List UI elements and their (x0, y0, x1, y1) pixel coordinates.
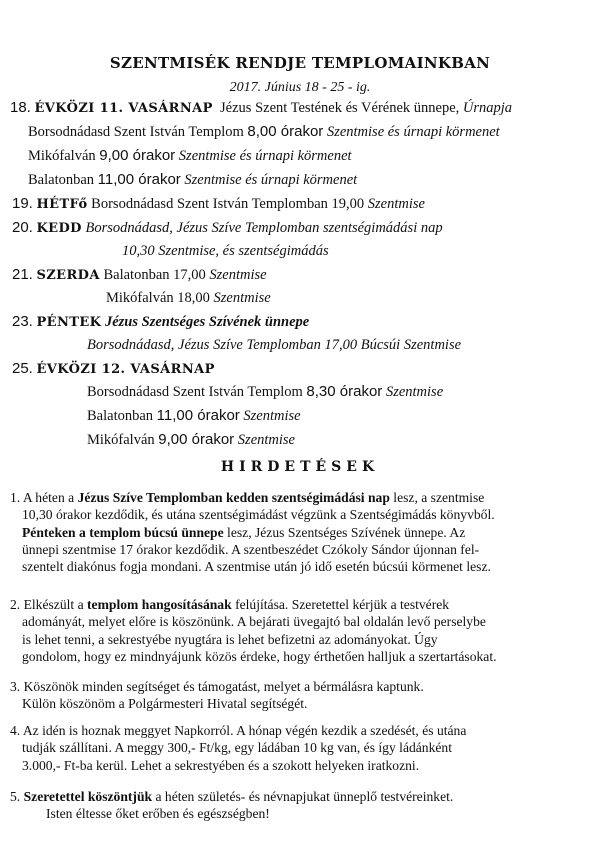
day-desc-italic: Úrnapja (462, 100, 513, 116)
text: tudják szállítani. A meggy 300,- Ft/kg, egy ládában 10 kg van, és így ládánként (22, 740, 453, 756)
schedule-day-18 (10, 99, 512, 118)
schedule-detail: 10,30 Szentmise, és szentségimádás (122, 243, 329, 259)
text: 5. (10, 789, 24, 804)
text: felújítása. Szeretettel kérjük a testvérek (231, 597, 450, 612)
day-number: 19. (12, 195, 33, 212)
event: Szentmise és úrnapi körmenet (178, 148, 352, 164)
day-name: SZERDA (36, 268, 100, 283)
announcements-heading: HIRDETÉSEK (220, 459, 380, 475)
text: ünnepi szentmise 17 órakor kezdődik. A szentbeszédet Czókoly Sándor újonnan fel- (22, 541, 480, 557)
bold-text: Szeretettel köszöntjük (23, 789, 153, 804)
announcement-5 (10, 788, 596, 823)
schedule-row (87, 431, 295, 449)
text: Külön köszönöm a Polgármesteri Hivatal segítségét. (22, 696, 308, 712)
place: Borsodnádasd Szent István Templomban 19,00 (91, 196, 365, 212)
day-desc: Borsodnádasd, Jézus Szíve Templomban szentségimádási nap (85, 220, 443, 236)
place: Mikófalván 18,00 (106, 290, 210, 306)
day-name: ÉVKÖZI 11. VASÁRNAP (34, 101, 213, 116)
announcement-4 (10, 722, 596, 774)
place: Balatonban 17,00 (103, 267, 206, 283)
line (10, 524, 596, 541)
place: Mikófalván (28, 148, 96, 164)
schedule-detail: Borsodnádasd, Jézus Szíve Templomban 17,00 Búcsúi Szentmise (87, 337, 462, 353)
page-title: SZENTMISÉK RENDJE TEMPLOMAINKBAN (109, 54, 491, 72)
bold-text: Jézus Szíve Templomban kedden szentségimádási nap (77, 490, 390, 505)
day-number: 20. (12, 219, 33, 236)
text: Isten éltesse őket erőben és egészségben! (46, 806, 270, 822)
schedule-row (28, 171, 357, 189)
day-name: ÉVKÖZI 12. VASÁRNAP (36, 362, 215, 377)
event: Szentmise (237, 432, 295, 448)
place: Borsodnádasd Szent István Templom (28, 124, 244, 140)
text: szentelt diakónus fogja mondani. A szentmise után jó idő esetén búcsúi körmenet lesz. (22, 559, 491, 575)
text: 2. Elkészült a (10, 597, 88, 612)
day-desc: Jézus Szent Testének és Vérének ünnepe, (220, 100, 460, 116)
text: 3. Köszönök minden segítséget és támogatást, melyet a bérmálásra kaptunk. (10, 679, 424, 694)
text: 10,30 órakor kezdődik, és utána szentségimádást végzünk a Szentségimádás könyvből. (22, 507, 495, 523)
schedule-day-25 (12, 360, 215, 379)
text: lesz, Jézus Szentséges Szívének ünnepe. Az (223, 524, 466, 540)
schedule-day-19 (12, 195, 425, 214)
event: Szentmise és úrnapi körmenet (184, 172, 358, 188)
place: Balatonban (28, 172, 95, 188)
day-desc: Jézus Szentséges Szívének ünnepe (104, 314, 310, 330)
day-name: HÉTFő (36, 197, 88, 212)
event: Szentmise (367, 196, 425, 212)
schedule-day-21 (12, 266, 267, 285)
event: Szentmise (385, 384, 444, 400)
event: Szentmise (243, 408, 301, 424)
schedule-day-23 (12, 313, 309, 332)
day-number: 21. (12, 266, 33, 283)
text: gondolom, hogy ez mindnyájunk közös érdeke, hogy érthetően halljuk a szertartásokat. (22, 648, 497, 664)
text: is lehet tenni, a sekrestyébe nyugtára is lehet befizetni az adományokat. Úgy (22, 631, 438, 647)
time: 11,00 órakor (156, 407, 240, 424)
text: lesz, a szentmise (389, 490, 485, 505)
place: Borsodnádasd Szent István Templom (87, 384, 303, 400)
time: 8,30 órakor (306, 383, 383, 400)
schedule-day-20 (12, 219, 443, 238)
event: Szentmise (209, 267, 267, 283)
day-number: 18. (10, 99, 31, 116)
bold-text: Pénteken a templom búcsú ünnepe (22, 524, 224, 540)
schedule-row (106, 289, 271, 307)
event: Szentmise és úrnapi körmenet (326, 124, 500, 140)
place: Balatonban (87, 408, 154, 424)
schedule-row (28, 123, 500, 141)
time: 9,00 órakor (99, 147, 176, 164)
day-number: 23. (12, 313, 33, 330)
day-name: PÉNTEK (36, 315, 102, 330)
date-range: 2017. Június 18 - 25 - ig. (229, 80, 371, 95)
text: adományát, melyet előre is köszönünk. A bejárati üvegajtó bal oldalán levő perselybe (22, 614, 486, 630)
announcement-1 (10, 489, 596, 575)
text: 3.000,- Ft-ba kerül. Lehet a sekrestyében és a szokott helyeken iratkozni. (22, 757, 420, 773)
place: Mikófalván (87, 432, 155, 448)
text: a héten születés- és névnapjukat ünneplő testvéreinket. (152, 789, 454, 804)
day-name: KEDD (36, 221, 82, 236)
time: 8,00 órakor (247, 123, 324, 140)
event: Szentmise (213, 290, 271, 306)
day-number: 25. (12, 360, 33, 377)
text: 1. A héten a (10, 490, 78, 505)
bold-text: templom hangosításának (87, 597, 232, 612)
time: 11,00 órakor (97, 171, 181, 188)
announcement-2 (10, 596, 596, 665)
schedule-row (87, 407, 301, 425)
schedule-row (87, 383, 443, 401)
text: 4. Az idén is hoznak meggyet Napkorról. A hónap végén kezdik a szedését, és utána (10, 723, 467, 738)
announcement-3 (10, 678, 596, 713)
schedule-row (28, 147, 352, 165)
time: 9,00 órakor (158, 431, 235, 448)
